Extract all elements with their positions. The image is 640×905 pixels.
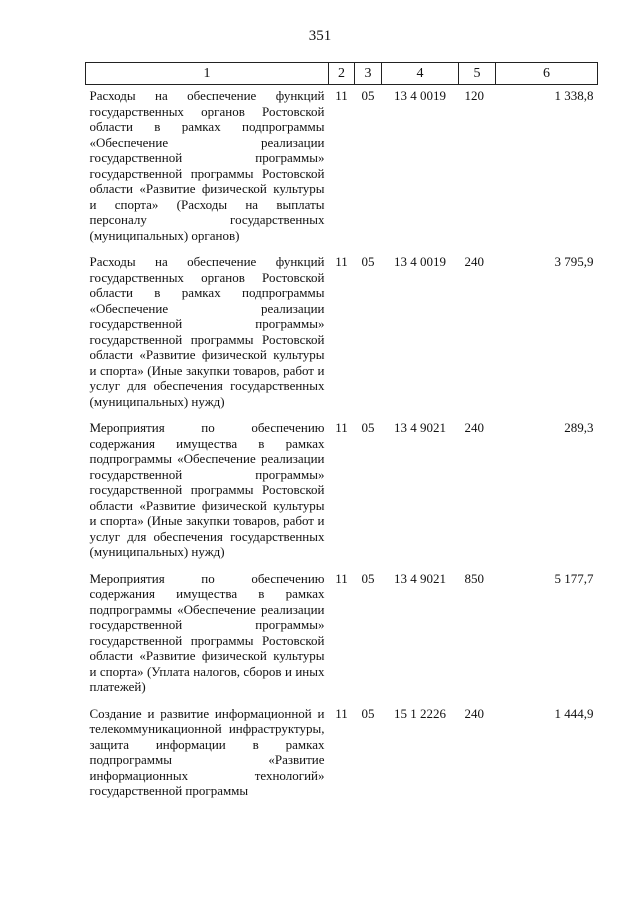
budget-table bbox=[85, 62, 598, 807]
row-description: Мероприятия по обеспечению содержания имущества в рамках подпрограммы «Обеспечение реализации государственной программы» государственной программы Ростовской области «Развитие физической культуры и спорта» (Уплата налогов, сборов и иных платежей) bbox=[89, 570, 325, 694]
table-row bbox=[86, 568, 598, 703]
row-section: 11 bbox=[335, 254, 348, 269]
row-subsection: 05 bbox=[361, 420, 375, 435]
row-description: Расходы на обеспечение функций государственных органов Ростовской области в рамках подпрограммы «Обеспечение реализации государственной программы» государственной программы Ростовской области «Развитие физической культуры и спорта» (Расходы на выплаты персоналу государственных (муниципальных) органов) bbox=[89, 88, 325, 243]
row-description: Расходы на обеспечение функций государственных органов Ростовской области в рамках подпрограммы «Обеспечение реализации государственной программы» государственной программы Ростовской области «Развитие физической культуры и спорта» (Иные закупки товаров, работ и услуг для обеспечения государственных (муниципальных) нужд) bbox=[89, 254, 325, 409]
table-row bbox=[86, 85, 598, 252]
page-number: 351 bbox=[308, 28, 332, 44]
row-expense-type: 850 bbox=[464, 570, 484, 586]
table-row bbox=[86, 417, 598, 568]
header-col-6: 6 bbox=[496, 63, 598, 85]
row-subsection: 05 bbox=[361, 254, 375, 269]
row-amount: 1 444,9 bbox=[554, 705, 594, 721]
table-body bbox=[86, 85, 598, 807]
header-col-3: 3 bbox=[355, 63, 382, 85]
row-subsection: 05 bbox=[361, 570, 375, 586]
row-target-article: 15 1 2226 bbox=[394, 705, 446, 721]
row-target-article: 13 4 9021 bbox=[394, 570, 446, 586]
row-subsection: 05 bbox=[361, 88, 375, 103]
row-expense-type: 240 bbox=[464, 420, 484, 435]
row-expense-type: 240 bbox=[464, 254, 484, 269]
row-section: 11 bbox=[335, 705, 348, 721]
row-section: 11 bbox=[335, 570, 348, 586]
row-target-article: 13 4 0019 bbox=[394, 88, 446, 103]
table-row bbox=[86, 251, 598, 417]
table-row bbox=[86, 703, 598, 807]
row-subsection: 05 bbox=[361, 705, 375, 721]
row-description: Мероприятия по обеспечению содержания имущества в рамках подпрограммы «Обеспечение реализации государственной программы» государственной программы Ростовской области «Развитие физической культуры и спорта» (Иные закупки товаров, работ и услуг для обеспечения государственных (муниципальных) нужд) bbox=[89, 420, 325, 559]
row-expense-type: 240 bbox=[464, 705, 484, 721]
header-col-4: 4 bbox=[382, 63, 459, 85]
row-section: 11 bbox=[335, 88, 348, 103]
header-col-5: 5 bbox=[459, 63, 496, 85]
row-amount: 1 338,8 bbox=[554, 88, 594, 103]
row-target-article: 13 4 9021 bbox=[394, 420, 446, 435]
row-expense-type: 120 bbox=[464, 88, 484, 103]
row-amount: 5 177,7 bbox=[554, 570, 594, 586]
header-col-1: 1 bbox=[86, 63, 329, 85]
table-header bbox=[86, 63, 598, 85]
row-description: Создание и развитие информационной и телекоммуникационной инфраструктуры, защита информации в рамках подпрограммы «Развитие информационных технологий» государственной программы bbox=[89, 705, 325, 798]
row-section: 11 bbox=[335, 420, 348, 435]
row-target-article: 13 4 0019 bbox=[394, 254, 446, 269]
header-col-2: 2 bbox=[329, 63, 355, 85]
row-amount: 3 795,9 bbox=[554, 254, 594, 269]
row-amount: 289,3 bbox=[564, 420, 594, 435]
